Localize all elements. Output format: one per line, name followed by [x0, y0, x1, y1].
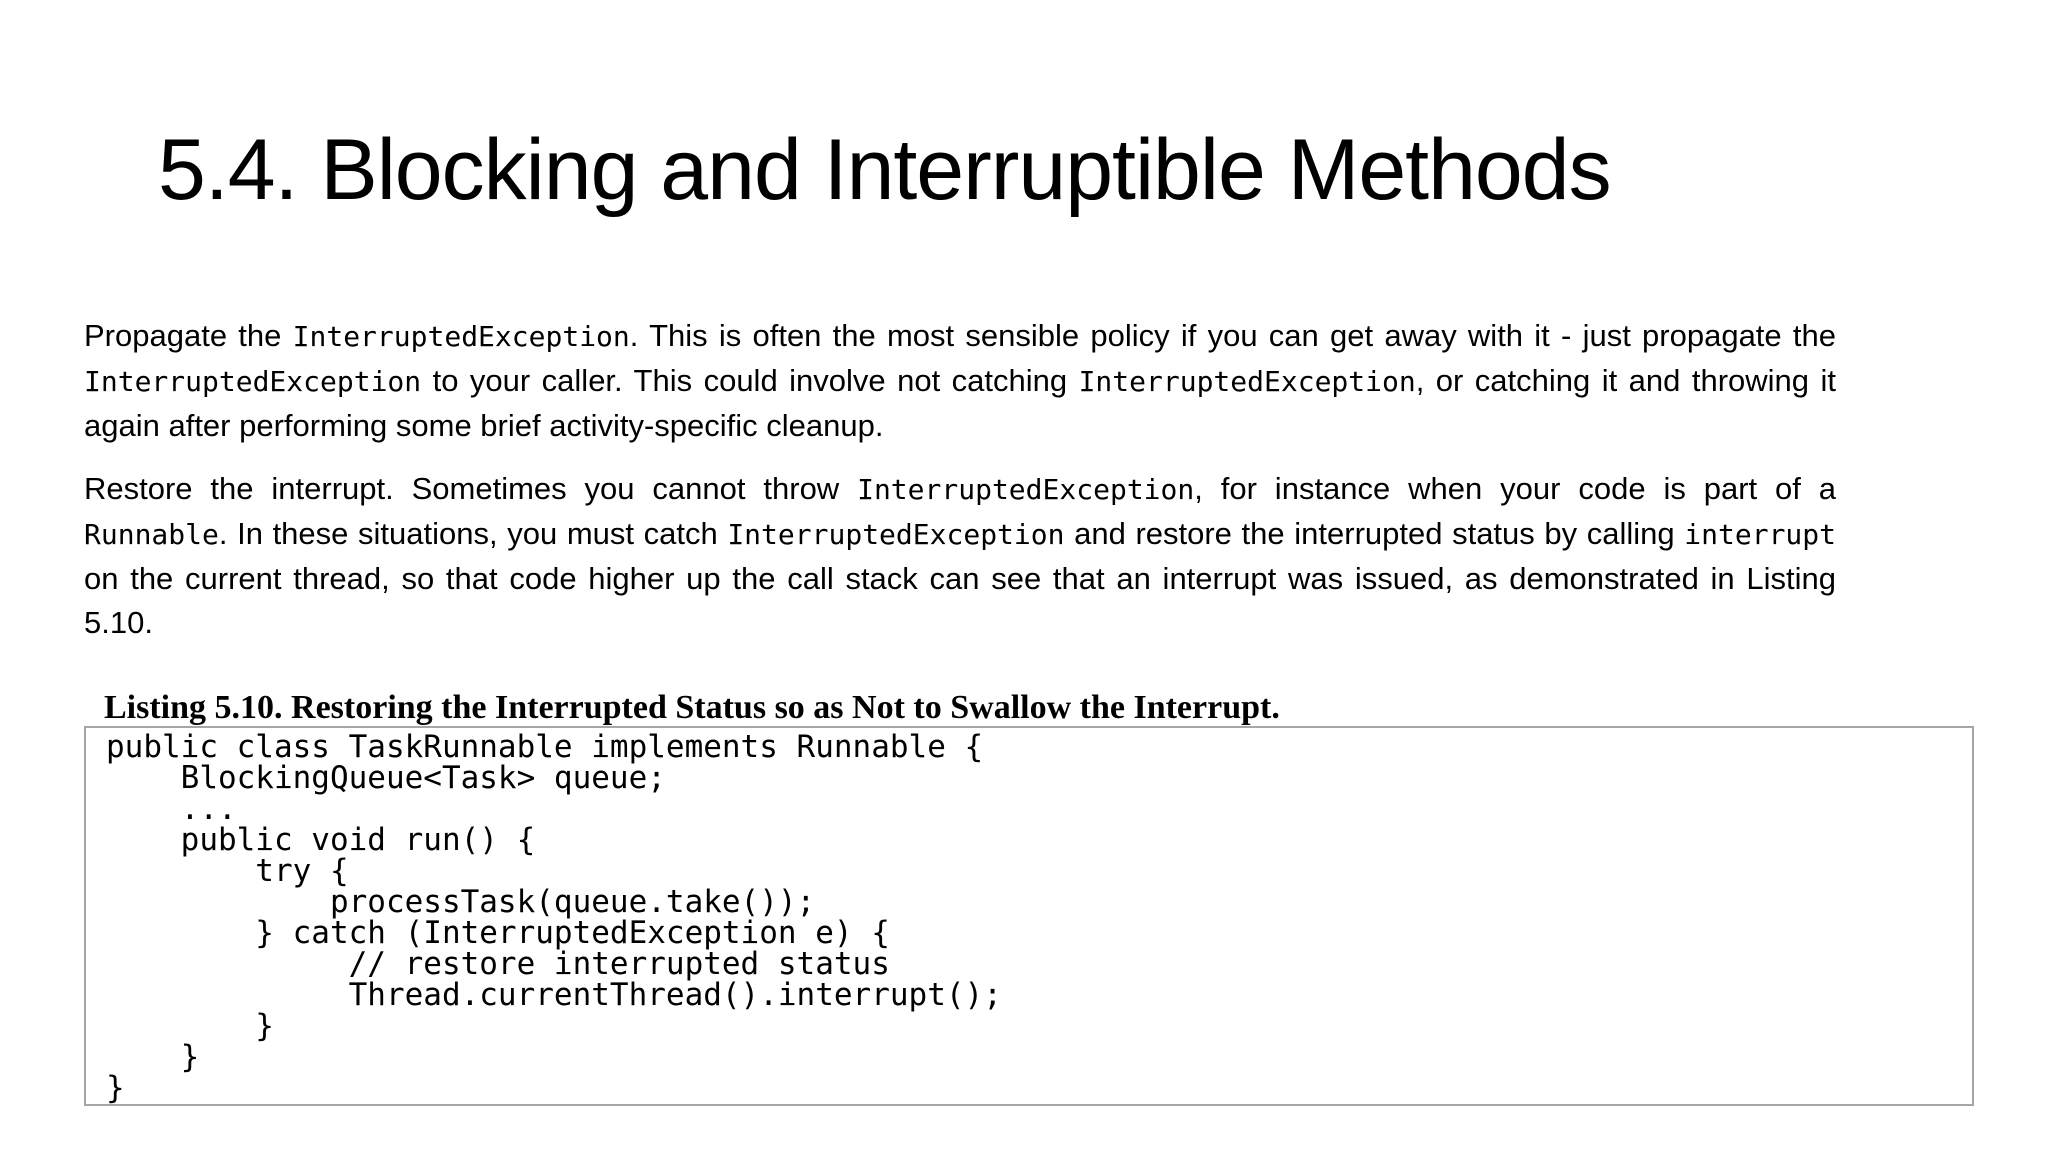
text-run: on the current thread, so that code higher up the call stack can see that an interrupt was issued, as demonstrated in Listing 5.10. [84, 561, 1836, 640]
code-line: processTask(queue.take()); [106, 884, 816, 920]
inline-code: InterruptedException [857, 473, 1195, 506]
text-run: Propagate the [84, 318, 293, 353]
code-line: public class TaskRunnable implements Runnable { [106, 729, 984, 765]
code-line: } catch (InterruptedException e) { [106, 915, 890, 951]
code-line: } [106, 1039, 200, 1075]
slide-title: 5.4. Blocking and Interruptible Methods [158, 122, 1611, 218]
text-run: Restore the interrupt. Sometimes you cannot throw [84, 471, 858, 506]
text-run: , for instance when your code is part of a [1194, 471, 1837, 506]
code-line: Thread.currentThread().interrupt(); [106, 977, 1002, 1013]
body-text [84, 314, 1836, 645]
text-run: and restore the interrupted status by calling [1064, 516, 1685, 551]
text-run: . This is often the most sensible policy if you can get away with it - just propagate the [629, 318, 1836, 353]
listing-caption: Listing 5.10. Restoring the Interrupted Status so as Not to Swallow the Interrupt. [104, 689, 1280, 726]
code-line: public void run() { [106, 822, 536, 858]
paragraph-restore [84, 467, 1836, 645]
text-run: , or catching it and throwing it again after performing some brief activity-specific cleanup. [84, 363, 1836, 443]
inline-code: interrupt [1684, 518, 1836, 551]
text-run: . In these situations, you must catch [218, 516, 728, 551]
code-line: BlockingQueue<Task> queue; [106, 760, 666, 796]
paragraph-propagate [84, 314, 1836, 448]
inline-code: InterruptedException [1078, 365, 1416, 398]
inline-code: InterruptedException [292, 320, 630, 353]
code-listing [106, 729, 1002, 1106]
inline-code: InterruptedException [727, 518, 1065, 551]
code-line: ... [106, 791, 237, 827]
inline-code: InterruptedException [84, 365, 422, 398]
code-line: // restore interrupted status [106, 946, 890, 982]
text-run: to your caller. This could involve not catching [421, 363, 1079, 398]
inline-code: Runnable [84, 518, 219, 551]
code-line: try { [106, 853, 349, 889]
code-listing-box [84, 726, 1974, 1106]
code-line: } [106, 1008, 274, 1044]
code-line: } [106, 1070, 125, 1106]
